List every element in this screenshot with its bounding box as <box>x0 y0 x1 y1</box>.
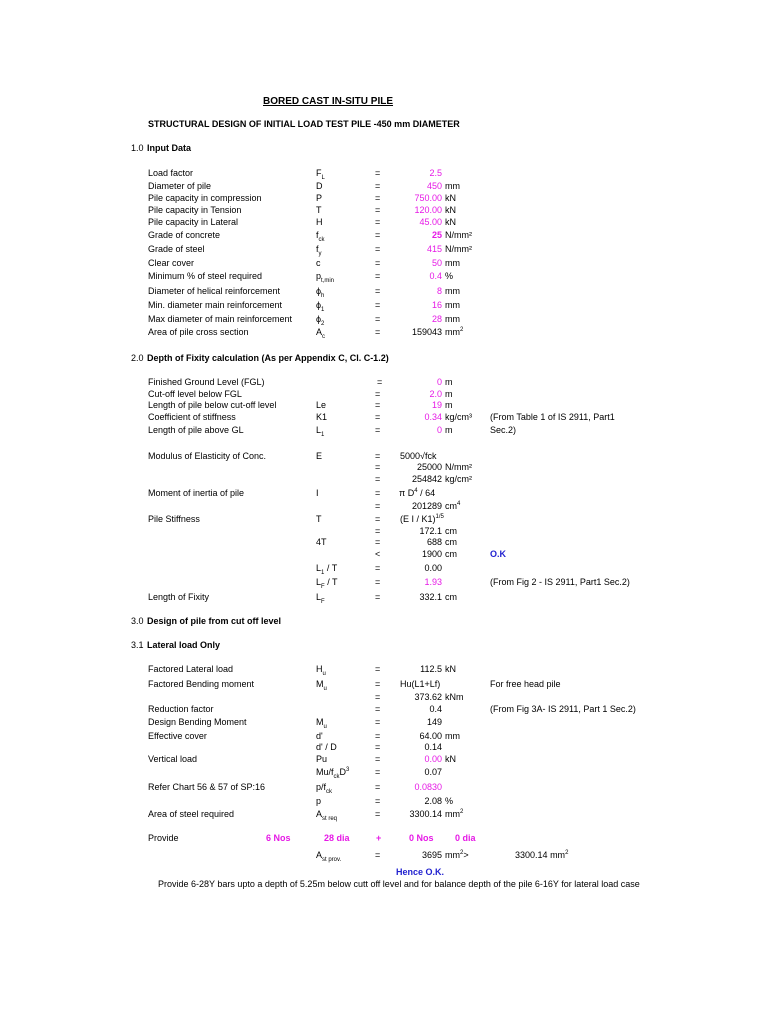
section-heading: Design of pile from cut off level <box>147 616 282 626</box>
row-value: 28 <box>431 314 442 324</box>
row-unit: N/mm² <box>445 244 472 254</box>
row-symbol: $L_1$ / T <box>316 563 338 576</box>
ast-provided-unit: $mm^2>$ <box>445 850 469 860</box>
row-equals: = <box>375 717 381 727</box>
row-value: 25000 <box>416 462 442 472</box>
row-expression: Hu(L1+Lf) <box>400 679 441 689</box>
row-value: 0.00 <box>424 754 442 764</box>
row-value: 3300.14 <box>409 809 442 819</box>
row-equals: = <box>375 389 381 399</box>
section-number: 2.0 <box>131 353 144 363</box>
row-label: Clear cover <box>148 258 195 268</box>
row-value: 0.07 <box>424 767 442 777</box>
row-equals: = <box>375 217 381 227</box>
row-value: 172.1 <box>419 526 442 536</box>
row-equals: = <box>375 244 381 254</box>
row-unit: cm <box>445 537 457 547</box>
row-unit: $mm^2$ <box>445 327 464 337</box>
row-symbol: $f_{ck}$ <box>316 230 325 243</box>
row-symbol: $\phi_1$ <box>316 300 325 313</box>
row-value: 120.00 <box>414 205 442 215</box>
row-label: Diameter of pile <box>148 181 212 191</box>
row-symbol: T <box>316 205 322 215</box>
row-label: Moment of inertia of pile <box>148 488 245 498</box>
row-equals: = <box>375 314 381 324</box>
row-label: Pile capacity in Lateral <box>148 217 239 227</box>
row-symbol: d' / D <box>316 742 337 752</box>
row-value: 19 <box>431 400 442 410</box>
result-status: Hence O.K. <box>396 867 445 877</box>
row-equals: = <box>375 168 381 178</box>
row-equals: = <box>375 692 381 702</box>
row-symbol: p <box>316 796 322 806</box>
row-value: 1.93 <box>424 577 442 587</box>
row-unit: N/mm² <box>445 462 472 472</box>
row-comparator: < <box>375 549 381 559</box>
row-value: 112.5 <box>420 664 442 674</box>
row-value: 1900 <box>421 549 442 559</box>
row-unit: m <box>445 377 453 387</box>
row-expression: (E I / K1)$^{1/5}$ <box>400 514 444 524</box>
row-value: 750.00 <box>414 193 442 203</box>
row-label: Effective cover <box>148 731 207 741</box>
provide-bar-count-2: 0 Nos <box>409 833 434 843</box>
row-unit: kN <box>445 217 456 227</box>
row-value: 373.62 <box>414 692 442 702</box>
row-equals: = <box>375 258 381 268</box>
row-symbol: $\phi_h$ <box>316 286 325 299</box>
row-equals: = <box>375 664 381 674</box>
row-label: Pile capacity in compression <box>148 193 262 203</box>
row-equals: = <box>375 205 381 215</box>
row-label: Length of pile below cut-off level <box>148 400 277 410</box>
row-equals: = <box>375 193 381 203</box>
row-symbol: $M_u$ <box>316 717 327 730</box>
row-value: 25 <box>431 230 442 240</box>
row-label: Vertical load <box>148 754 198 764</box>
row-label: Load factor <box>148 168 194 178</box>
row-symbol: $\phi_2$ <box>316 314 325 327</box>
row-label: Factored Bending moment <box>148 679 255 689</box>
row-equals: = <box>375 782 381 792</box>
row-symbol: $p_{t,min}$ <box>316 271 335 284</box>
row-value: 149 <box>426 717 442 727</box>
row-symbol: K1 <box>316 412 328 422</box>
row-symbol: I <box>316 488 319 498</box>
row-equals: = <box>375 327 381 337</box>
row-symbol: P <box>316 193 323 203</box>
row-label: Coefficient of stiffness <box>148 412 236 422</box>
status-ok: O.K <box>490 549 507 559</box>
row-unit: mm <box>445 286 460 296</box>
row-unit: m <box>445 400 453 410</box>
row-equals: = <box>375 230 381 240</box>
row-note: Sec.2) <box>490 425 517 435</box>
row-value: 2.08 <box>424 796 442 806</box>
provide-bar-dia-1: 28 dia <box>324 833 350 843</box>
row-label: Area of pile cross section <box>148 327 249 337</box>
row-unit: mm <box>445 181 460 191</box>
row-label: Pile capacity in Tension <box>148 205 242 215</box>
provide-label: Provide <box>148 833 179 843</box>
row-unit: cm <box>445 592 457 602</box>
section-heading: Depth of Fixity calculation (As per Appendix C, Cl. C-1.2) <box>147 353 389 363</box>
ast-provided-value: 3695 <box>421 850 442 860</box>
provide-bar-count-1: 6 Nos <box>266 833 291 843</box>
row-note: For free head pile <box>490 679 561 689</box>
row-label: Pile Stiffness <box>148 514 200 524</box>
row-value: 0 <box>436 425 442 435</box>
row-unit: m <box>445 425 453 435</box>
row-unit: mm <box>445 314 460 324</box>
section-number: 3.0 <box>131 616 144 626</box>
ast-provided-symbol: $A_{st prov.}$ <box>316 850 342 863</box>
row-label: Finished Ground Level (FGL) <box>148 377 265 387</box>
row-value: 64.00 <box>419 731 442 741</box>
row-symbol: Le <box>316 400 327 410</box>
row-equals: = <box>375 767 381 777</box>
document-subtitle: STRUCTURAL DESIGN OF INITIAL LOAD TEST PILE -450 mm DIAMETER <box>148 119 460 129</box>
row-equals: = <box>375 563 381 573</box>
row-symbol: $f_y$ <box>316 244 322 257</box>
row-value: 2.5 <box>429 168 442 178</box>
row-equals: = <box>375 488 381 498</box>
row-equals: = <box>375 796 381 806</box>
row-label: Max diameter of main reinforcement <box>148 314 293 324</box>
subsection-heading: Lateral load Only <box>147 640 221 650</box>
provide-bar-dia-2: 0 dia <box>455 833 476 843</box>
row-label: Grade of steel <box>148 244 205 254</box>
row-value: 450 <box>426 181 442 191</box>
row-equals: = <box>375 412 381 422</box>
row-equals: = <box>375 462 381 472</box>
row-symbol: Pu <box>316 754 328 764</box>
row-symbol: $L_1$ <box>316 425 325 438</box>
row-equals: = <box>375 754 381 764</box>
row-symbol: D <box>316 181 323 191</box>
row-equals: = <box>377 377 383 387</box>
row-symbol: $A_c$ <box>316 327 326 340</box>
row-label: Min. diameter main reinforcement <box>148 300 283 310</box>
row-equals: = <box>375 526 381 536</box>
row-unit: mm <box>445 731 460 741</box>
row-symbol: d' <box>316 731 323 741</box>
row-equals: = <box>375 537 381 547</box>
row-label: Refer Chart 56 & 57 of SP:16 <box>148 782 266 792</box>
row-symbol: 4T <box>316 537 327 547</box>
row-label: Modulus of Elasticity of Conc. <box>148 451 267 461</box>
row-value: 16 <box>431 300 442 310</box>
row-symbol: T <box>316 514 322 524</box>
row-unit: $mm^2$ <box>445 809 464 819</box>
row-value: 0.4 <box>429 704 442 714</box>
row-equals: = <box>375 300 381 310</box>
row-unit: % <box>445 796 454 806</box>
row-unit: kNm <box>445 692 464 702</box>
ast-required-compare: 3300.14 $mm^2$ <box>515 850 569 860</box>
row-value: 254842 <box>411 474 442 484</box>
row-equals: = <box>375 850 381 860</box>
row-unit: kN <box>445 754 456 764</box>
row-unit: % <box>445 271 454 281</box>
row-label: Reduction factor <box>148 704 214 714</box>
row-unit: mm <box>445 300 460 310</box>
section-number: 1.0 <box>131 143 144 153</box>
final-note: Provide 6-28Y bars upto a depth of 5.25m below cutt off level and for balance depth of the pile 6-16Y for lateral load case <box>158 879 640 889</box>
provide-plus: + <box>376 833 382 843</box>
row-unit: kN <box>445 664 456 674</box>
row-label: Minimum % of steel required <box>148 271 263 281</box>
row-note: (From Fig 3A- IS 2911, Part 1 Sec.2) <box>490 704 636 714</box>
row-value: 201289 <box>411 501 442 511</box>
document-title: BORED CAST IN-SITU PILE <box>263 96 394 107</box>
row-symbol: $p/f_{ck}$ <box>316 782 333 795</box>
row-value: 0.4 <box>429 271 442 281</box>
row-unit: kN <box>445 205 456 215</box>
row-unit: kg/cm² <box>445 474 472 484</box>
row-label: Length of Fixity <box>148 592 210 602</box>
section-heading: Input Data <box>147 143 191 153</box>
row-value: 0 <box>436 377 442 387</box>
row-value: 50 <box>431 258 442 268</box>
row-unit: cm <box>445 526 457 536</box>
row-unit: N/mm² <box>445 230 472 240</box>
row-value: 159043 <box>411 327 442 337</box>
row-equals: = <box>375 514 381 524</box>
row-value: 0.34 <box>424 412 442 422</box>
row-label: Factored Lateral load <box>148 664 234 674</box>
row-equals: = <box>375 577 381 587</box>
row-note: (From Fig 2 - IS 2911, Part1 Sec.2) <box>490 577 630 587</box>
row-label: Length of pile above GL <box>148 425 244 435</box>
row-equals: = <box>375 425 381 435</box>
row-unit: kg/cm³ <box>445 412 472 422</box>
row-equals: = <box>375 704 381 714</box>
row-equals: = <box>375 400 381 410</box>
row-symbol: c <box>316 258 321 268</box>
row-label: Design Bending Moment <box>148 717 247 727</box>
row-value: 0.0830 <box>414 782 442 792</box>
row-note: (From Table 1 of IS 2911, Part1 <box>490 412 615 422</box>
row-unit: mm <box>445 258 460 268</box>
row-label: Grade of concrete <box>148 230 221 240</box>
row-unit: m <box>445 389 453 399</box>
row-equals: = <box>375 742 381 752</box>
row-equals: = <box>375 592 381 602</box>
row-equals: = <box>375 809 381 819</box>
row-symbol: $L_F$ / T <box>316 577 338 590</box>
row-symbol: E <box>316 451 323 461</box>
row-equals: = <box>375 731 381 741</box>
row-value: 8 <box>436 286 442 296</box>
row-value: 2.0 <box>429 389 442 399</box>
row-symbol: $A_{st req}$ <box>316 809 338 822</box>
row-unit: $cm^4$ <box>445 501 461 511</box>
row-label: Diameter of helical reinforcement <box>148 286 281 296</box>
row-value: 45.00 <box>419 217 442 227</box>
row-label: Area of steel required <box>148 809 235 819</box>
row-equals: = <box>375 474 381 484</box>
row-value: 332.1 <box>419 592 442 602</box>
row-symbol: $L_F$ <box>316 592 325 605</box>
row-label: Cut-off level below FGL <box>148 389 242 399</box>
row-expression: π $D^4 / 64$ <box>399 488 436 498</box>
row-symbol: $H_u$ <box>316 664 326 677</box>
row-symbol: H <box>316 217 323 227</box>
row-equals: = <box>375 181 381 191</box>
row-value: 688 <box>426 537 442 547</box>
row-equals: = <box>375 451 381 461</box>
row-equals: = <box>375 286 381 296</box>
row-symbol: $Mu/f_{ck}D^3$ <box>316 767 350 780</box>
row-expression: 5000√fck <box>400 451 437 461</box>
row-value: 415 <box>426 244 442 254</box>
row-unit: cm <box>445 549 457 559</box>
subsection-number: 3.1 <box>131 640 144 650</box>
row-symbol: $M_u$ <box>316 679 327 692</box>
row-symbol: $F_L$ <box>316 168 325 181</box>
row-value: 0.14 <box>424 742 442 752</box>
row-equals: = <box>375 501 381 511</box>
row-unit: kN <box>445 193 456 203</box>
row-equals: = <box>375 271 381 281</box>
row-equals: = <box>375 679 381 689</box>
row-value: 0.00 <box>424 563 442 573</box>
